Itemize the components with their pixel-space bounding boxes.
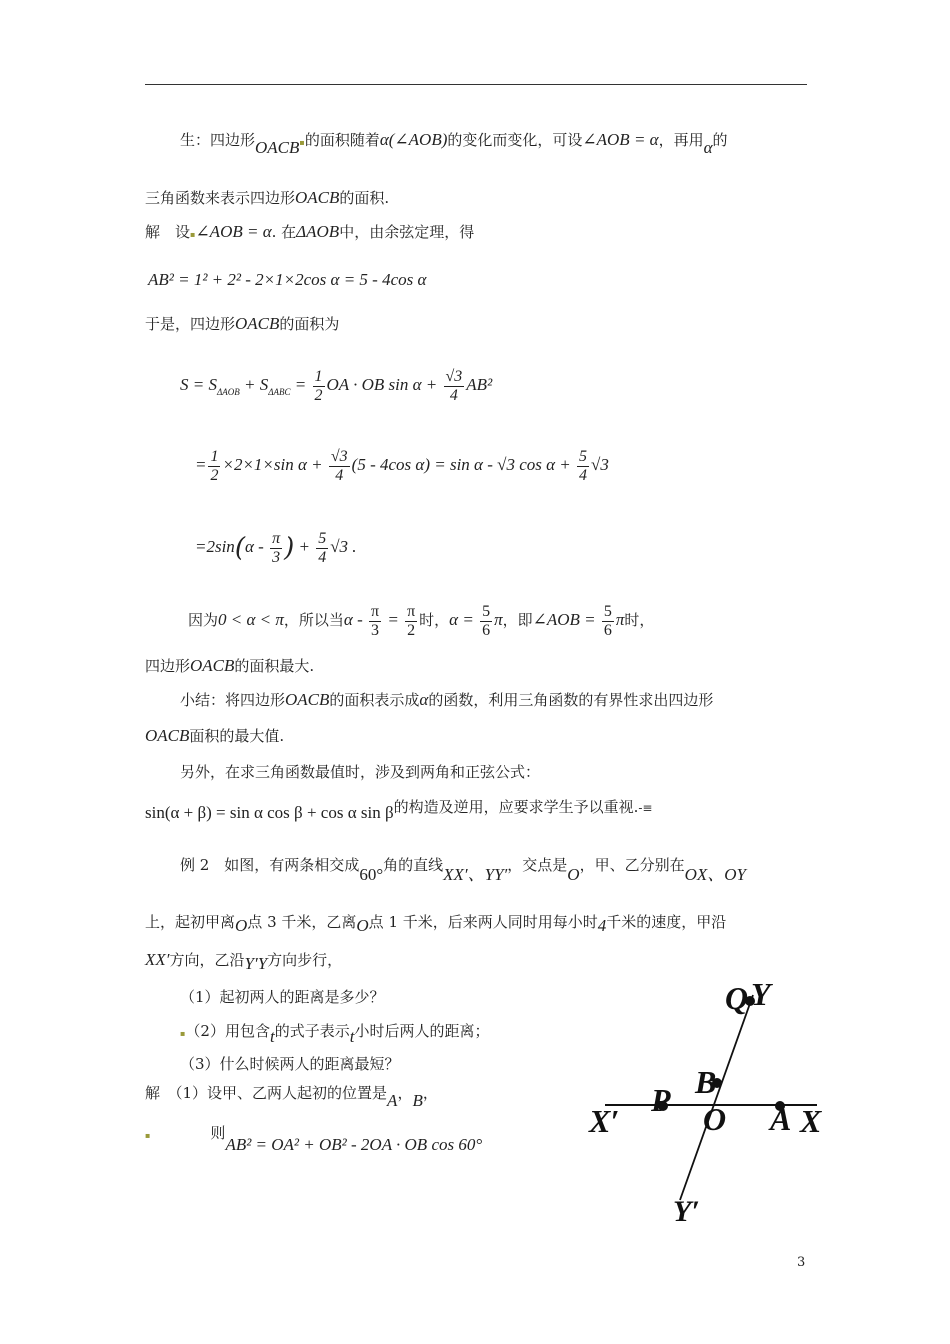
text-line-17: XX′方向，乙沿Y′Y方向步行，	[145, 950, 343, 973]
text-line-15: 例 2 如图，有两条相交成60°角的直线XX′、YY′，交点是O，甲、乙分别在OX、OY	[180, 856, 746, 884]
solution-line-1: 解 （1）设甲、乙两人起初的位置是A，B，	[145, 1084, 438, 1110]
text-line-10: 四边形OACB的面积最大.	[145, 656, 315, 675]
label-p: P	[651, 1082, 671, 1118]
label-b: B	[695, 1064, 717, 1100]
text-line-2: 三角函数来表示四边形OACB的面积.	[145, 188, 390, 207]
text-line-3: 解 设▪∠AOB = α. 在ΔAOB中，由余弦定理，得	[145, 222, 475, 241]
solution-line-2: ▪ 则AB² = OA² + OB² - 2OA · OB cos 60°	[145, 1124, 483, 1154]
question-2: ▪（2）用包含t的式子表示t小时后两人的距离；	[180, 1022, 490, 1046]
label-x-prime: X′	[589, 1103, 620, 1139]
intersecting-lines-figure	[585, 975, 835, 1225]
text-line-5: 于是，四边形OACB的面积为	[145, 314, 340, 333]
header-rule	[145, 84, 807, 85]
label-o: O	[703, 1101, 727, 1137]
line-yy	[680, 995, 753, 1200]
label-y: Y	[751, 976, 771, 1012]
question-1: （1）起初两人的距离是多少？	[180, 988, 385, 1006]
text-line-1: 生：四边形OACB▪的面积随着α(∠AOB)的变化而变化，可设∠AOB = α，再用α的	[180, 130, 728, 157]
label-y-prime: Y′	[673, 1195, 700, 1225]
text-line-9: 因为0 < α < π，所以当α - $\frac{\pi}{3}$ = $\frac{\pi}{2}$ 时，α = $\frac{5}{6}$ π，即∠AOB = $\frac{5}{6}$ π时，	[188, 602, 655, 639]
page-number: 3	[797, 1255, 806, 1270]
formula-area-3: =2sin(α - $\frac{\pi}{3}$ ) + $\frac{5}{4}$ √3 .	[195, 529, 357, 566]
text-line-12: OACB面积的最大值.	[145, 726, 285, 745]
label-q: Q	[725, 980, 749, 1016]
text-line-14: sin(α + β) = sin α cos β + cos α sin β的构造及逆用，应要求学生予以重视.-≡	[145, 798, 653, 822]
label-x: X	[800, 1103, 822, 1139]
text-line-13: 另外，在求三角函数最值时，涉及到两角和正弦公式：	[180, 763, 541, 781]
formula-cosine-law: AB² = 1² + 2² - 2×1×2cos α = 5 - 4cos α	[148, 270, 427, 289]
text-line-11: 小结：将四边形OACB的面积表示成α的函数，利用三角函数的有界性求出四边形	[180, 690, 714, 709]
question-3: （3）什么时候两人的距离最短？	[180, 1055, 400, 1073]
text-line-16: 上，起初甲离O点 3 千米，乙离O点 1 千米，后来两人同时用每小时4千米的速度，甲沿	[145, 913, 727, 935]
formula-area-1: $S = S_{\Delta AOB} + S_{\Delta ABC}$ = $\frac{1}{2}$ OA · OB sin α + $\frac{√3}{4}$ AB²	[180, 367, 493, 404]
formula-area-2: = $\frac{1}{2}$ ×2×1×sin α + $\frac{√3}{4}$ (5 - 4cos α) = sin α - √3 cos α + $\frac{5}{4}$ √3	[195, 447, 609, 484]
label-a: A	[770, 1101, 792, 1137]
